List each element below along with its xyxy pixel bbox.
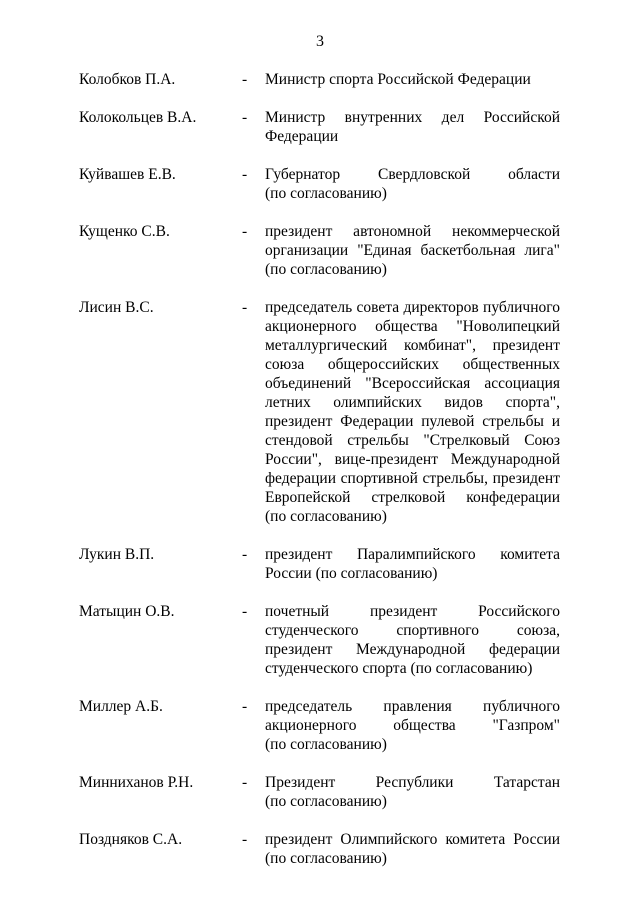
position-line: Европейской стрелковой конфедерации bbox=[265, 489, 560, 506]
dash-separator: - bbox=[242, 166, 248, 183]
dash-separator: - bbox=[242, 223, 248, 240]
dash-separator: - bbox=[242, 603, 248, 620]
member-position bbox=[265, 602, 560, 678]
dash-separator: - bbox=[242, 299, 248, 316]
roster-entry bbox=[79, 70, 560, 89]
position-line: президент Федерации пулевой стрельбы и bbox=[265, 413, 560, 430]
dash-separator: - bbox=[242, 109, 248, 126]
position-line: студенческого спорта (по согласованию) bbox=[265, 660, 533, 677]
member-position bbox=[265, 697, 560, 754]
member-name: Лукин В.П. bbox=[79, 546, 155, 563]
member-position bbox=[265, 70, 560, 89]
position-line: Президент Республики Татарстан bbox=[265, 774, 560, 791]
position-line: председатель правления публичного bbox=[265, 698, 560, 715]
dash-separator: - bbox=[242, 774, 248, 791]
position-line: студенческого спортивного союза, bbox=[265, 622, 560, 639]
position-line: объединений "Всероссийская ассоциация bbox=[265, 375, 560, 392]
position-line: президент автономной некоммерческой bbox=[265, 223, 560, 240]
member-position bbox=[265, 222, 560, 279]
dash-separator: - bbox=[242, 546, 248, 563]
position-line: металлургический комбинат", президент bbox=[265, 337, 560, 354]
member-name: Колобков П.А. bbox=[79, 71, 176, 88]
member-name: Миллер А.Б. bbox=[79, 698, 163, 715]
position-line: союза общероссийских общественных bbox=[265, 356, 560, 373]
position-line: стендовой стрельбы "Стрелковый Союз bbox=[265, 432, 560, 449]
member-name: Поздняков С.А. bbox=[79, 831, 183, 848]
dash-separator: - bbox=[242, 831, 248, 848]
member-name: Матыцин О.В. bbox=[79, 603, 175, 620]
member-position bbox=[265, 545, 560, 583]
member-position bbox=[265, 298, 560, 526]
position-line: Министр спорта Российской Федерации bbox=[265, 71, 531, 88]
position-line: (по согласованию) bbox=[265, 793, 387, 810]
position-line: Министр внутренних дел Российской bbox=[265, 109, 560, 126]
position-line: председатель совета директоров публичного bbox=[265, 299, 560, 316]
position-line: президент Паралимпийского комитета bbox=[265, 546, 560, 563]
roster-entry bbox=[79, 773, 560, 811]
position-line: России (по согласованию) bbox=[265, 565, 438, 582]
member-position bbox=[265, 108, 560, 146]
member-name: Кущенко С.В. bbox=[79, 223, 170, 240]
position-line: (по согласованию) bbox=[265, 508, 387, 525]
position-line: почетный президент Российского bbox=[265, 603, 560, 620]
position-line: летних олимпийских видов спорта", bbox=[265, 394, 560, 411]
position-line: акционерного общества "Новолипецкий bbox=[265, 318, 560, 335]
member-name: Куйвашев Е.В. bbox=[79, 166, 176, 183]
member-position bbox=[265, 830, 560, 868]
position-line: Федерации bbox=[265, 128, 339, 145]
position-line: Губернатор Свердловской области bbox=[265, 166, 560, 183]
dash-separator: - bbox=[242, 71, 248, 88]
position-line: России", вице-президент Международной bbox=[265, 451, 560, 468]
roster-entry bbox=[79, 298, 560, 526]
member-roster bbox=[79, 70, 560, 887]
member-position bbox=[265, 773, 560, 811]
position-line: организации "Единая баскетбольная лига" bbox=[265, 242, 560, 259]
position-line: (по согласованию) bbox=[265, 185, 387, 202]
roster-entry bbox=[79, 165, 560, 203]
page-number: 3 bbox=[316, 33, 324, 50]
dash-separator: - bbox=[242, 698, 248, 715]
member-name: Колокольцев В.А. bbox=[79, 109, 197, 126]
position-line: акционерного общества "Газпром" bbox=[265, 717, 560, 734]
position-line: федерации спортивной стрельбы, президент bbox=[265, 470, 560, 487]
roster-entry bbox=[79, 545, 560, 583]
roster-entry bbox=[79, 602, 560, 678]
member-position bbox=[265, 165, 560, 203]
position-line: (по согласованию) bbox=[265, 261, 387, 278]
roster-entry bbox=[79, 697, 560, 754]
member-name: Минниханов Р.Н. bbox=[79, 774, 194, 791]
position-line: (по согласованию) bbox=[265, 736, 387, 753]
roster-entry bbox=[79, 222, 560, 279]
roster-entry bbox=[79, 830, 560, 868]
position-line: (по согласованию) bbox=[265, 850, 387, 867]
position-line: президент Международной федерации bbox=[265, 641, 560, 658]
roster-entry bbox=[79, 108, 560, 146]
member-name: Лисин В.С. bbox=[79, 299, 154, 316]
position-line: президент Олимпийского комитета России bbox=[265, 831, 560, 848]
